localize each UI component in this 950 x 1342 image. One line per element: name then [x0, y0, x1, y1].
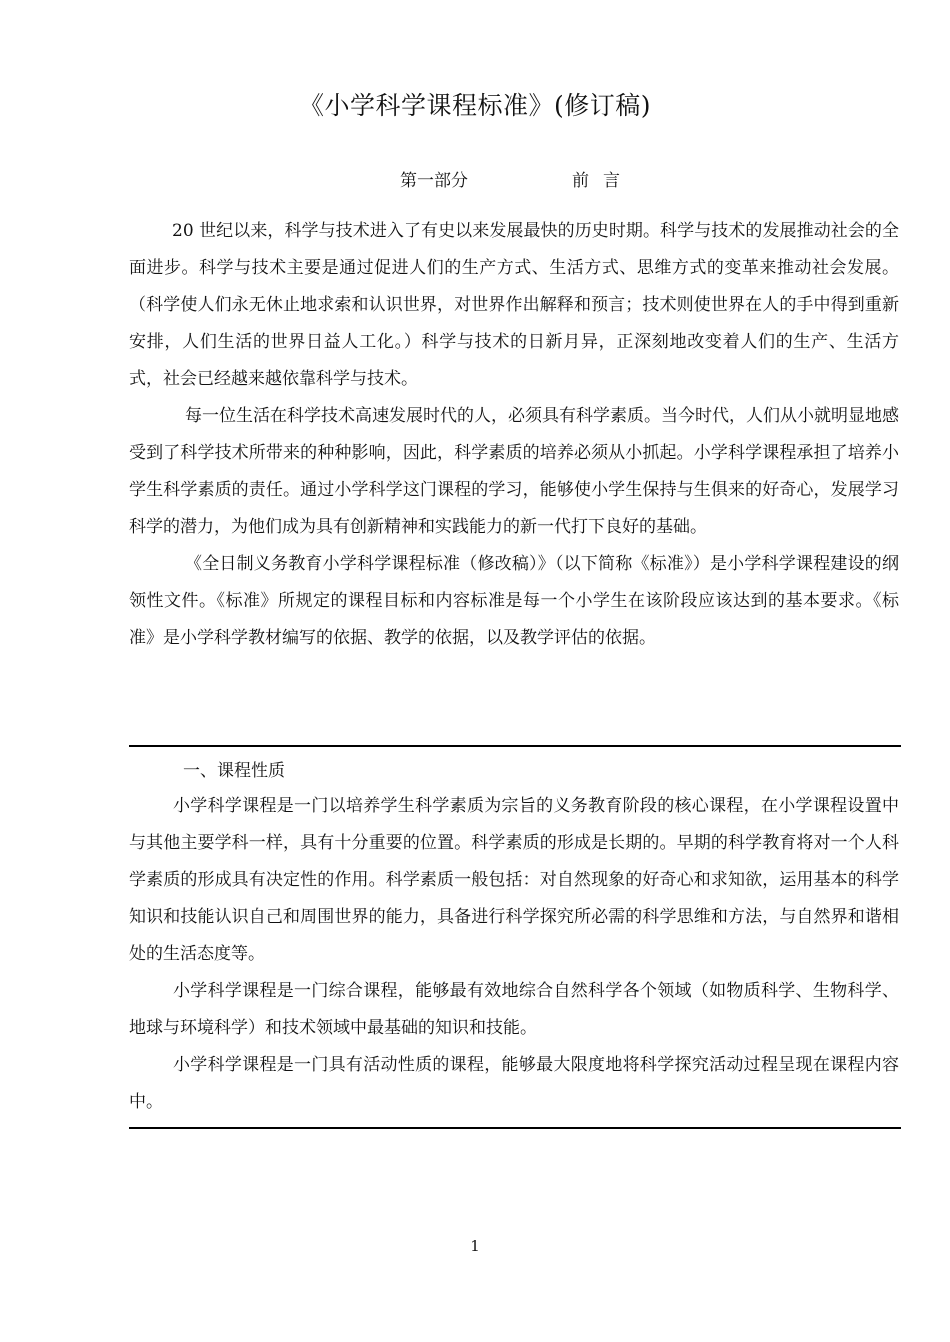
intro-paragraph-2: 每一位生活在科学技术高速发展时代的人，必须具有科学素质。当今时代，人们从小就明显地感受到了科学技术所带来的种种影响，因此，科学素质的培养必须从小抓起。小学科学课程承担了培养小学生科学素质的责任。通过小学科学这门课程的学习，能够使小学生保持与生俱来的好奇心，发展学习科学的潜力，为他们成为具有创新精神和实践能力的新一代打下良好的基础。: [129, 406, 899, 537]
part-name: 前言: [572, 171, 634, 191]
section-heading: 一、课程性质: [183, 761, 285, 781]
intro-paragraph-3: 《全日制义务教育小学科学课程标准（修改稿）》（以下简称《标准》）是小学科学课程建设的纲领性文件。《标准》所规定的课程目标和内容标准是每一个小学生在该阶段应该达到的基本要求。《标准》是小学科学教材编写的依据、教学的依据，以及教学评估的依据。: [129, 554, 899, 648]
part-heading: [0, 168, 950, 194]
part-label: 第一部分: [400, 171, 468, 191]
intro-paragraph-1: 20 世纪以来，科学与技术进入了有史以来发展最快的历史时期。科学与技术的发展推动社会的全面进步。科学与技术主要是通过促进人们的生产方式、生活方式、思维方式的变革来推动社会发展。（科学使人们永无休止地求索和认识世界，对世界作出解释和预言；技术则使世界在人的手中得到重新安排，人们生活的世界日益人工化。）科学与技术的日新月异，正深刻地改变着人们的生产、生活方式，社会已经越来越依靠科学与技术。: [129, 221, 899, 389]
section-divider-bottom: [129, 1127, 901, 1129]
document-title: 《小学科学课程标准》(修订稿): [298, 91, 651, 120]
course-nature-section: [129, 754, 899, 1121]
intro-section: [129, 213, 899, 657]
section-divider-top: [129, 745, 901, 747]
page-number: 1: [470, 1237, 480, 1255]
section-paragraph-2: 小学科学课程是一门综合课程，能够最有效地综合自然科学各个领域（如物质科学、生物科学、地球与环境科学）和技术领域中最基础的知识和技能。: [129, 981, 899, 1038]
section-paragraph-1: 小学科学课程是一门以培养学生科学素质为宗旨的义务教育阶段的核心课程，在小学课程设置中与其他主要学科一样，具有十分重要的位置。科学素质的形成是长期的。早期的科学教育将对一个人科学素质的形成具有决定性的作用。科学素质一般包括：对自然现象的好奇心和求知欲，运用基本的科学知识和技能认识自己和周围世界的能力，具备进行科学探究所必需的科学思维和方法，与自然界和谐相处的生活态度等。: [129, 796, 899, 964]
section-paragraph-3: 小学科学课程是一门具有活动性质的课程，能够最大限度地将科学探究活动过程呈现在课程内容中。: [129, 1055, 899, 1112]
